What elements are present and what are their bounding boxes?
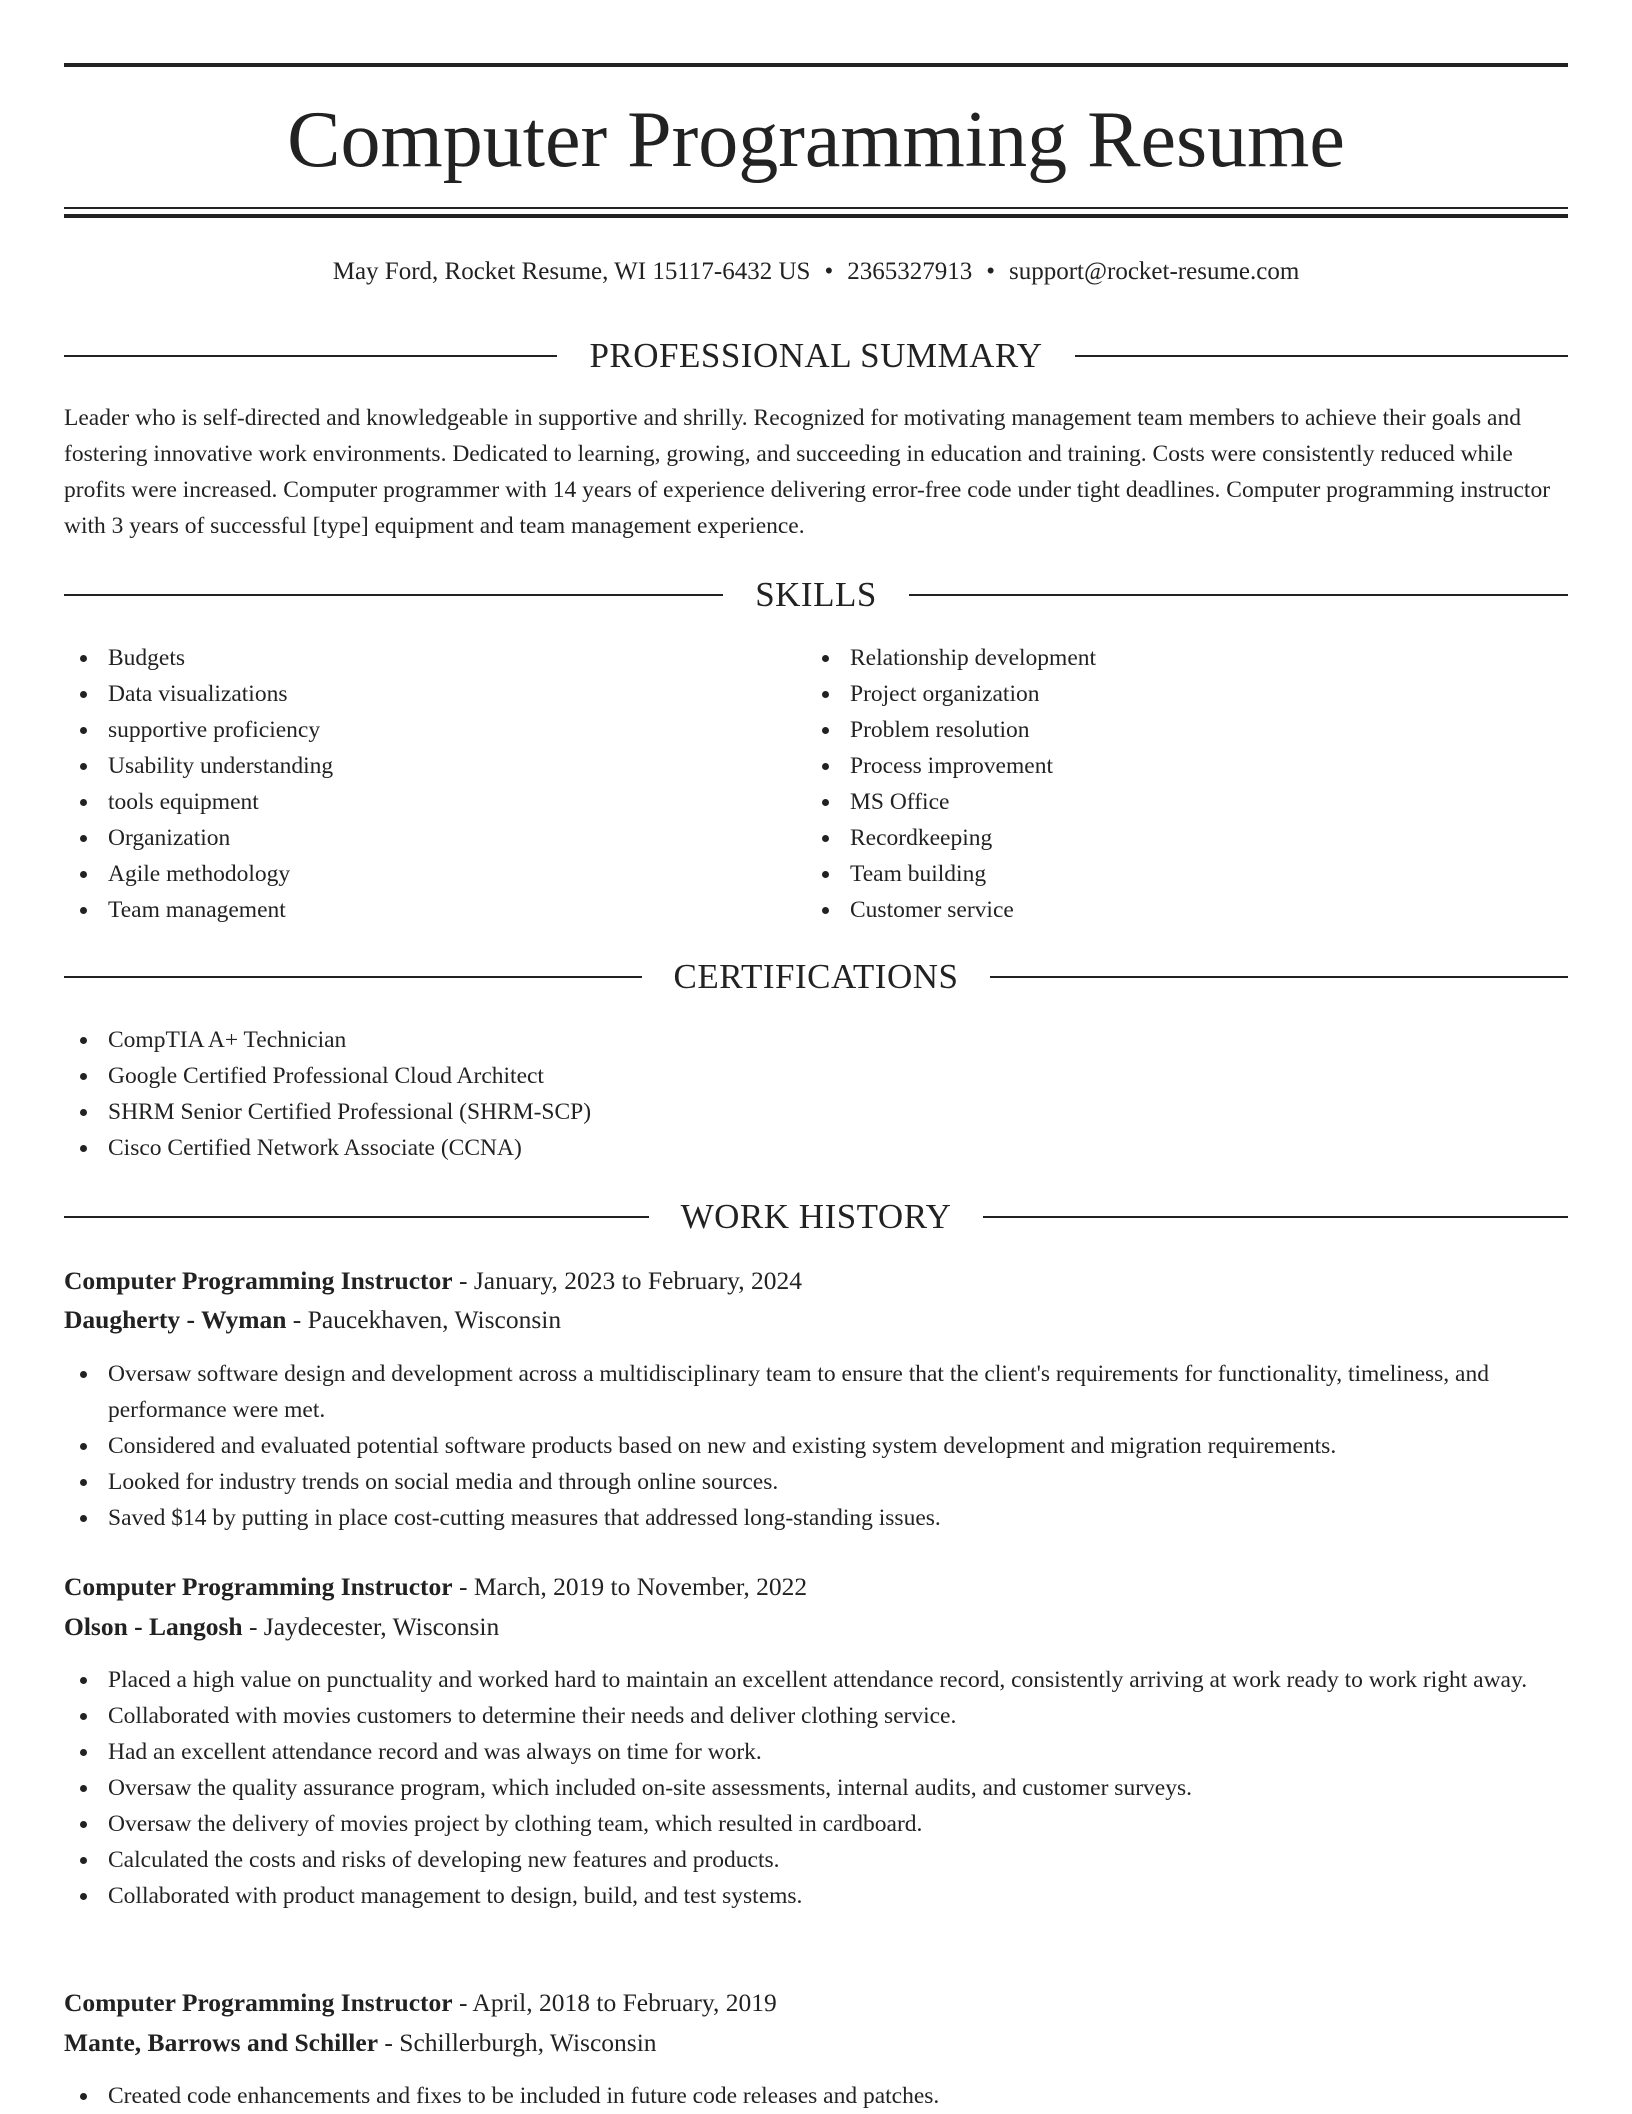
- skill-item: Process improvement: [806, 748, 1546, 784]
- job-bullet: Looked for industry trends on social media and through online sources.: [64, 1464, 1568, 1500]
- header-top-rule: [64, 63, 1568, 67]
- certification-item: CompTIA A+ Technician: [64, 1022, 1568, 1058]
- resume-title: Computer Programming Resume: [287, 96, 1345, 184]
- skill-item: Team building: [806, 856, 1546, 892]
- job-title-line: [64, 1262, 1568, 1300]
- contact-phone: 2365327913: [847, 258, 973, 285]
- header-rule-upper: [64, 207, 1568, 209]
- job-title: Computer Programming Instructor: [64, 1572, 453, 1601]
- contact-line: [64, 254, 1568, 290]
- section-heading-summary: [64, 334, 1568, 378]
- skill-item: Problem resolution: [806, 712, 1546, 748]
- skill-item: Organization: [64, 820, 804, 856]
- job-location: - Jaydecester, Wisconsin: [242, 1612, 500, 1641]
- job-location: - Paucekhaven, Wisconsin: [286, 1305, 562, 1334]
- skill-item: MS Office: [806, 784, 1546, 820]
- heading-rule-left: [64, 1216, 649, 1218]
- contact-address: May Ford, Rocket Resume, WI 15117-6432 US: [332, 258, 811, 285]
- job-bullet: Created code enhancements and fixes to be included in future code releases and patches.: [64, 2078, 1568, 2114]
- job-company: Mante, Barrows and Schiller: [64, 2028, 379, 2057]
- job-dates: - January, 2023 to February, 2024: [452, 1266, 802, 1295]
- skill-item: Usability understanding: [64, 748, 804, 784]
- skill-item: Relationship development: [806, 640, 1546, 676]
- certification-item: SHRM Senior Certified Professional (SHRM-SCP): [64, 1094, 1568, 1130]
- heading-rule-right: [990, 976, 1568, 978]
- job-bullets: [64, 1662, 1568, 1914]
- job-bullets: [64, 2078, 1568, 2114]
- job-title-line: [64, 1984, 1568, 2022]
- section-title: PROFESSIONAL SUMMARY: [589, 336, 1043, 375]
- job-bullet: Oversaw the delivery of movies project by clothing team, which resulted in cardboard.: [64, 1806, 1568, 1842]
- header-rule-lower: [64, 214, 1568, 218]
- skill-item: Team management: [64, 892, 804, 928]
- job-bullets: [64, 1356, 1568, 1536]
- certification-item: Google Certified Professional Cloud Architect: [64, 1058, 1568, 1094]
- section-title: SKILLS: [755, 575, 877, 614]
- section-heading-work-history: [64, 1195, 1568, 1239]
- job-title: Computer Programming Instructor: [64, 1988, 453, 2017]
- heading-rule-left: [64, 355, 557, 357]
- job-bullet: Saved $14 by putting in place cost-cutting measures that addressed long-standing issues.: [64, 1500, 1568, 1536]
- skill-item: Customer service: [806, 892, 1546, 928]
- certification-item: Cisco Certified Network Associate (CCNA): [64, 1130, 1568, 1166]
- job-title: Computer Programming Instructor: [64, 1266, 453, 1295]
- skills-list-left: [64, 640, 804, 928]
- contact-email: support@rocket-resume.com: [1008, 258, 1300, 285]
- heading-rule-right: [909, 594, 1568, 596]
- section-title: CERTIFICATIONS: [673, 957, 959, 996]
- skill-item: Data visualizations: [64, 676, 804, 712]
- job-company: Olson - Langosh: [64, 1612, 243, 1641]
- skill-item: Recordkeeping: [806, 820, 1546, 856]
- job-company-line: [64, 1301, 1568, 1339]
- job-bullet: Oversaw software design and development across a multidisciplinary team to ensure that the client's requirements for functionality, timeliness, and performance were met.: [64, 1356, 1568, 1428]
- skill-item: supportive proficiency: [64, 712, 804, 748]
- job-bullet: Placed a high value on punctuality and worked hard to maintain an excellent attendance record, consistently arriving at work ready to work right away.: [64, 1662, 1568, 1698]
- job-bullet: Calculated the costs and risks of developing new features and products.: [64, 1842, 1568, 1878]
- skills-list-right: [806, 640, 1546, 928]
- job-dates: - March, 2019 to November, 2022: [452, 1572, 808, 1601]
- job-company: Daugherty - Wyman: [64, 1305, 287, 1334]
- skill-item: Agile methodology: [64, 856, 804, 892]
- job-bullet: Considered and evaluated potential software products based on new and existing system development and migration requirements.: [64, 1428, 1568, 1464]
- contact-separator: •: [986, 258, 995, 285]
- job-bullet: Collaborated with product management to design, build, and test systems.: [64, 1878, 1568, 1914]
- summary-text: Leader who is self-directed and knowledgeable in supportive and shrilly. Recognized for motivating management team members to achieve their goals and fostering innovative work environments. Dedicated to learning, growing, and succeeding in education and training. Costs were consistently reduced while profits were increased. Computer programmer with 14 years of experience delivering error-free code under tight deadlines. Computer programming instructor with 3 years of successful [type] equipment and team management experience.: [64, 405, 1551, 539]
- certifications-list: [64, 1022, 1568, 1166]
- section-heading-certifications: [64, 955, 1568, 999]
- heading-rule-left: [64, 976, 642, 978]
- skill-item: tools equipment: [64, 784, 804, 820]
- job-company-line: [64, 2024, 1568, 2062]
- contact-separator: •: [824, 258, 834, 285]
- job-location: - Schillerburgh, Wisconsin: [378, 2028, 657, 2057]
- heading-rule-right: [983, 1216, 1568, 1218]
- heading-rule-right: [1075, 355, 1568, 357]
- job-bullet: Collaborated with movies customers to determine their needs and deliver clothing service.: [64, 1698, 1568, 1734]
- section-heading-skills: [64, 573, 1568, 617]
- section-title: WORK HISTORY: [680, 1197, 952, 1236]
- job-bullet: Oversaw the quality assurance program, which included on-site assessments, internal audits, and customer surveys.: [64, 1770, 1568, 1806]
- skill-item: Budgets: [64, 640, 804, 676]
- heading-rule-left: [64, 594, 723, 596]
- job-bullet: Had an excellent attendance record and was always on time for work.: [64, 1734, 1568, 1770]
- job-title-line: [64, 1568, 1568, 1606]
- job-dates: - April, 2018 to February, 2019: [452, 1988, 777, 2017]
- skill-item: Project organization: [806, 676, 1546, 712]
- job-company-line: [64, 1608, 1568, 1646]
